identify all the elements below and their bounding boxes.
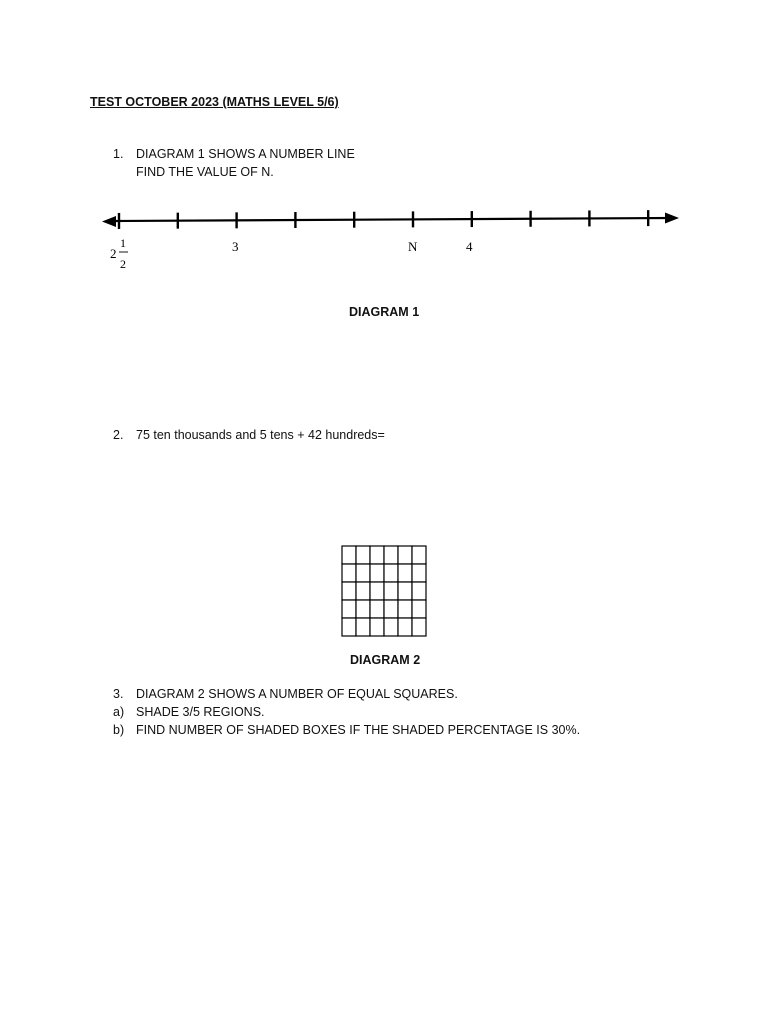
label-n: N [408,239,418,254]
grid-square [384,582,398,600]
grid-square [412,600,426,618]
grid-square [398,618,412,636]
grid-square [412,564,426,582]
right-arrowhead [665,213,679,224]
grid-square [342,564,356,582]
grid-square [384,546,398,564]
grid-square [412,582,426,600]
question-1-line-1: DIAGRAM 1 SHOWS A NUMBER LINE [136,147,355,161]
grid-square [398,564,412,582]
grid-square [370,618,384,636]
question-2-number: 2. [113,428,124,442]
grid-square [384,564,398,582]
grid-square [356,582,370,600]
question-3b-text: FIND NUMBER OF SHADED BOXES IF THE SHADED PERCENTAGE IS 30%. [136,723,581,737]
label-three: 3 [232,239,239,254]
grid-square [370,546,384,564]
question-2-text: 75 ten thousands and 5 tens + 42 hundreds= [136,428,385,442]
grid-square [412,618,426,636]
label-start-numerator: 1 [120,236,126,250]
grid-square [384,618,398,636]
grid-square [384,600,398,618]
question-3-text: DIAGRAM 2 SHOWS A NUMBER OF EQUAL SQUARES. [136,687,458,701]
grid-square [356,600,370,618]
label-start-denominator: 2 [120,257,126,271]
grid-square [398,582,412,600]
number-line-axis [102,213,679,228]
grid-square [342,546,356,564]
grid-square [398,600,412,618]
question-1-number: 1. [113,147,124,161]
number-line-track [112,218,672,221]
question-3b-label: b) [113,723,125,737]
label-start-whole: 2 [110,246,117,261]
grid-square [342,582,356,600]
question-3-number: 3. [113,687,124,701]
squares-grid [340,544,430,638]
grid-square [412,546,426,564]
question-3a-text: SHADE 3/5 REGIONS. [136,705,265,719]
left-arrowhead [102,216,116,227]
grid-square [356,546,370,564]
grid-square [342,618,356,636]
grid-square [370,600,384,618]
page-title: TEST OCTOBER 2023 (MATHS LEVEL 5/6) [90,95,339,109]
diagram-2-caption: DIAGRAM 2 [350,653,421,667]
grid-square [370,582,384,600]
diagram-1-caption: DIAGRAM 1 [349,305,420,319]
grid-square [342,600,356,618]
question-3a-label: a) [113,705,125,719]
label-four: 4 [466,239,473,254]
question-1-line-2: FIND THE VALUE OF N. [136,165,274,179]
grid-square [370,564,384,582]
grid-square [356,618,370,636]
grid-square [398,546,412,564]
grid-square [356,564,370,582]
number-line [0,0,768,300]
